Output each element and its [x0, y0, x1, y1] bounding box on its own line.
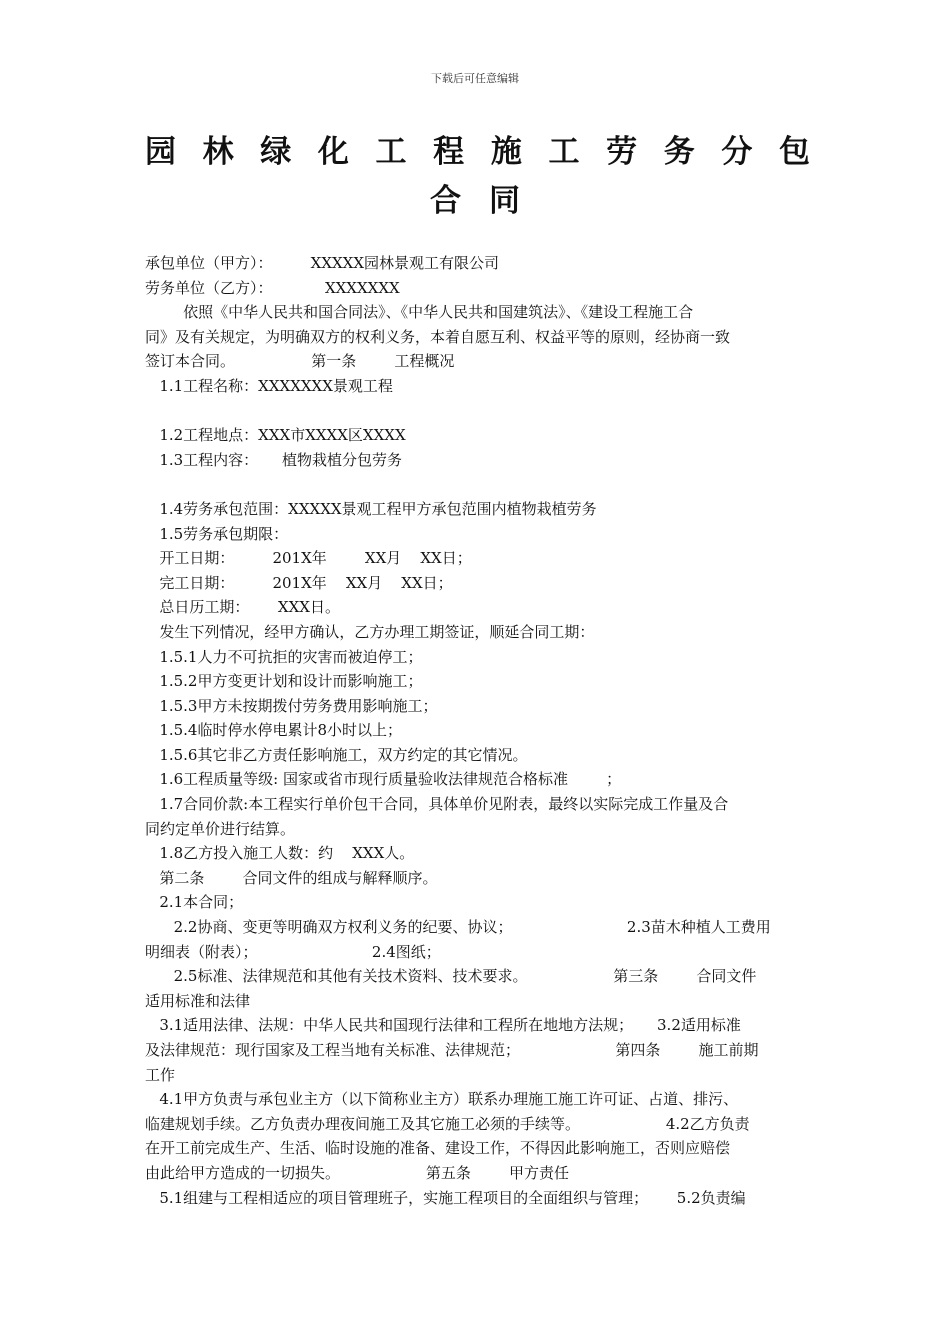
contract-line: 1.2工程地点：XXX市XXXX区XXXX	[145, 426, 406, 445]
contract-line: 1.6工程质量等级: 国家或省市现行质量验收法律规范合格标准 ；	[145, 770, 622, 789]
contract-line: 4.1甲方负责与承包业主方（以下简称业主方）联系办理施工施工许可证、占道、排污、	[145, 1090, 739, 1109]
contract-line: 劳务单位（乙方）： XXXXXXX	[145, 278, 400, 297]
contract-line: 完工日期： 201X年 XX月 XX日；	[145, 573, 453, 592]
contract-line: 1.4劳务承包范围：XXXXX景观工程甲方承包范围内植物栽植劳务	[145, 499, 597, 518]
contract-line: 1.5.1人力不可抗拒的灾害而被迫停工；	[145, 647, 423, 666]
contract-line: 1.3工程内容： 植物栽植分包劳务	[145, 450, 403, 469]
contract-line: 发生下列情况，经甲方确认，乙方办理工期签证，顺延合同工期：	[145, 622, 595, 641]
contract-line: 第二条 合同文件的组成与解释顺序。	[145, 868, 438, 887]
contract-line: 适用标准和法律	[145, 991, 251, 1010]
contract-line: 3.1适用法律、法规：中华人民共和国现行法律和工程所在地地方法规； 3.2适用标准	[145, 1016, 741, 1035]
contract-line: 1.5.3甲方未按期拨付劳务费用影响施工；	[145, 696, 438, 715]
contract-line: 1.5.6其它非乙方责任影响施工，双方约定的其它情况。	[145, 745, 528, 764]
contract-line: 同》及有关规定，为明确双方的权利义务，本着自愿互利、权益平等的原则，经协商一致	[145, 327, 731, 346]
contract-line: 同约定单价进行结算。	[145, 819, 296, 838]
contract-line: 5.1组建与工程相适应的项目管理班子，实施工程项目的全面组织与管理； 5.2负责编	[145, 1188, 746, 1207]
contract-line: 在开工前完成生产、生活、临时设施的准备、建设工作，不得因此影响施工，否则应赔偿	[145, 1139, 731, 1158]
header-note: 下载后可任意编辑	[431, 72, 519, 85]
contract-line: 及法律规范：现行国家及工程当地有关标准、法律规范； 第四条 施工前期	[145, 1041, 759, 1059]
contract-line: 临建规划手续。乙方负责办理夜间施工及其它施工必须的手续等。 4.2乙方负责	[145, 1114, 750, 1133]
document-title-line-1: 园林绿化工程施工劳务分包	[145, 134, 810, 170]
contract-line: 1.8乙方投入施工人数：约 XXX人。	[145, 844, 415, 863]
contract-line	[145, 399, 810, 424]
contract-line: 1.5劳务承包期限：	[145, 524, 289, 543]
contract-line: 2.1本合同；	[145, 893, 244, 912]
contract-line: 承包单位（甲方）： XXXXX园林景观工有限公司	[145, 254, 500, 272]
contract-line: 由此给甲方造成的一切损失。 第五条 甲方责任	[145, 1163, 569, 1182]
contract-line: 依照《中华人民共和国合同法》、《中华人民共和国建筑法》、《建设工程施工合	[145, 303, 694, 322]
contract-body	[145, 251, 810, 1210]
contract-line: 开工日期： 201X年 XX月 XX日；	[145, 549, 472, 568]
contract-line: 工作	[145, 1065, 176, 1084]
contract-line: 1.7合同价款:本工程实行单价包干合同，具体单价见附表，最终以实际完成工作量及合	[145, 795, 729, 814]
contract-line: 2.2协商、变更等明确双方权利义务的纪要、协议； 2.3苗木种植人工费用	[145, 918, 771, 937]
contract-line: 签订本合同。 第一条 工程概况	[145, 352, 455, 371]
document-title-line-2: 合同	[430, 183, 520, 219]
contract-line: 1.1工程名称：XXXXXXX景观工程	[145, 376, 393, 395]
contract-line: 2.5标准、法律规范和其他有关技术资料、技术要求。 第三条 合同文件	[145, 967, 757, 986]
contract-line: 明细表（附表）； 2.4图纸；	[145, 942, 441, 961]
contract-line: 1.5.2甲方变更计划和设计而影响施工；	[145, 672, 423, 691]
contract-line: 1.5.4临时停水停电累计8小时以上；	[145, 721, 403, 740]
contract-line	[145, 472, 810, 497]
contract-line: 总日历工期： XXX日。	[145, 598, 340, 617]
